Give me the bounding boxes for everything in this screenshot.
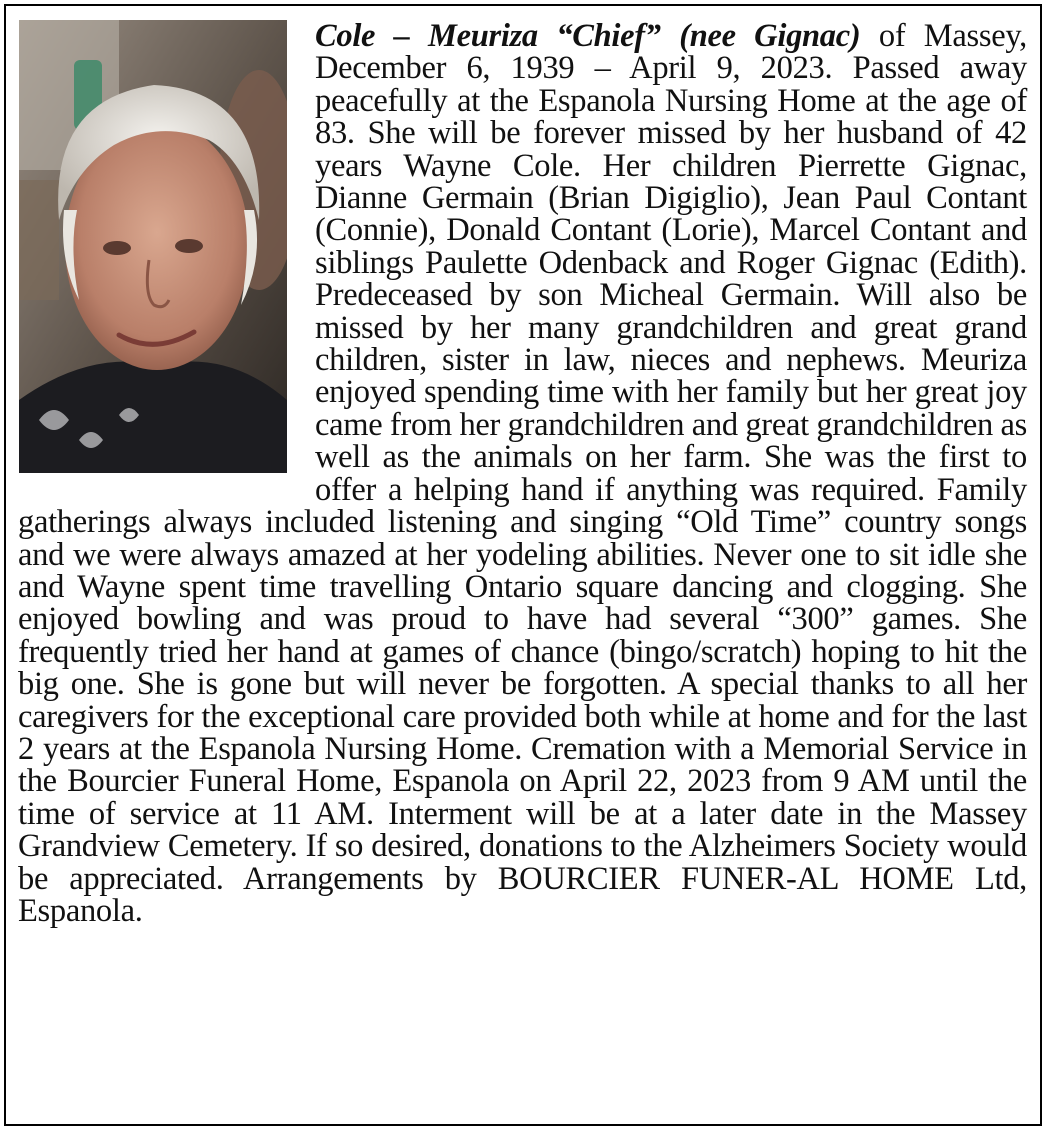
photo-spacer bbox=[18, 20, 315, 476]
obituary-heading: Cole – Meuriza “Chief” (nee Gignac) bbox=[315, 18, 861, 54]
obituary-body: of Massey, December 6, 1939 – April 9, 2023. Passed away peacefully at the Espanola Nursing Home at the age of 83. She will be forever missed by her husband of 42 years Wayne Cole. Her children Pierrette Gignac, Dianne Germain (Brian Digiglio), Jean Paul Contant (Connie), Donald Contant (Lorie), Marcel Contant and siblings Paulette Odenback and Roger Gignac (Edith). Predeceased by son Micheal Germain. Will also be missed by her many grandchildren and great grand children, sister in law, nieces and nephews. Meuriza enjoyed spending time with her family but her great joy came from her grandchildren and great grandchildren as well as the animals on her farm. She was the first to offer a helping hand if anything was required. Family gatherings always included listening and singing “Old Time” country songs and we were always amazed at her yodeling abilities. Never one to sit idle she and Wayne spent time travelling Ontario square dancing and clogging. She enjoyed bowling and was proud to have had several “300” games. She frequently tried her hand at games of chance (bingo/scratch) hoping to hit the big one. She is gone but will never be forgotten. A special thanks to all her caregivers for the exceptional care provided both while at home and for the last 2 years at the Espanola Nursing Home. Cremation with a Memorial Service in the Bourcier Funeral Home, Espanola on April 22, 2023 from 9 AM until the time of service at 11 AM. Interment will be at a later date in the Massey Grandview Cemetery. If so desired, donations to the Alzheimers Society would be appreciated. Arrangements by BOURCIER FUNER-AL HOME Ltd, Espanola. bbox=[18, 18, 1027, 929]
obituary-text bbox=[18, 20, 1027, 927]
